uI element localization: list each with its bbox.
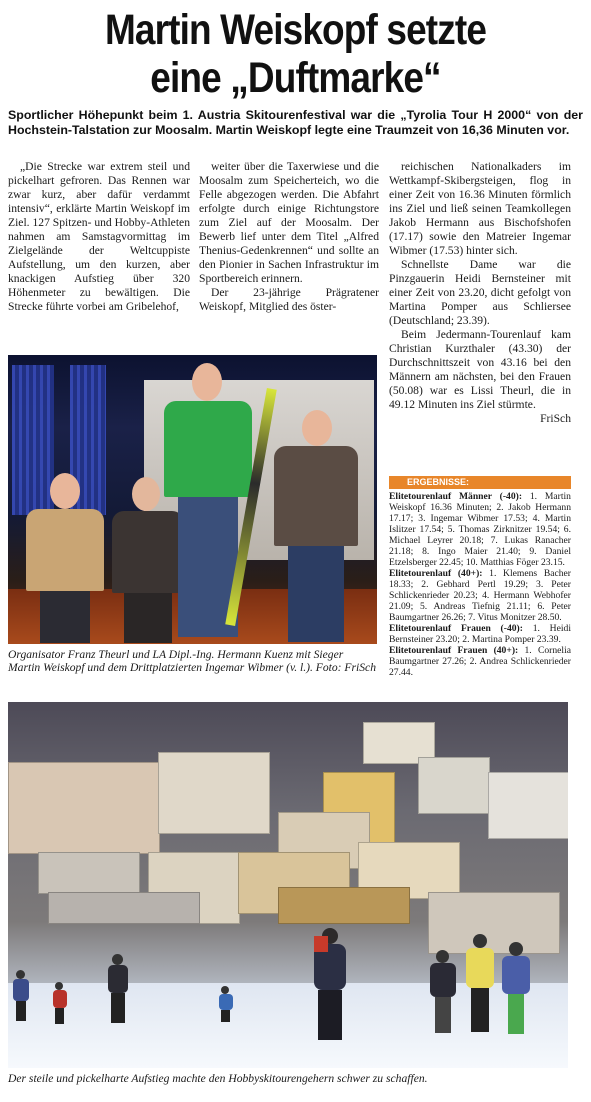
skier (500, 942, 532, 1036)
person-organizer (20, 473, 110, 643)
skier (12, 970, 30, 1022)
building (158, 752, 270, 834)
skier (308, 928, 352, 1044)
paragraph-text: Beim Jedermann-Tourenlauf kam Christian Kurzthaler (43.30) der Durchschnittszeit von 43.16 bei den Männern am nächsten, bei den Frauen (50.08) war es Lissi Theurl, die in 49.12 Minuten ins Ziel stürmte. (389, 328, 571, 411)
author-signature: FriSch (540, 412, 571, 425)
headline (41, 6, 549, 102)
headline-line-1: Martin Weiskopf setzte (104, 6, 487, 54)
building (8, 762, 160, 854)
skier (52, 982, 68, 1024)
skier (463, 934, 497, 1034)
building (278, 887, 410, 924)
results-text: 1. Klemens Bacher 18.33; 2. Gebhard Pertl 19.29; 3. Peter Schlickenrieder 20.23; 4. Hermann Webhofer 21.09; 5. Andreas Tiefnig 21.11; 6. Peter Baumgartner 26.26; 7. Vitus Monitzer 28.50. (389, 568, 571, 623)
person-third-place (270, 410, 362, 642)
ascent-photo (8, 702, 568, 1068)
podium-photo (8, 355, 377, 644)
caption-text: Organisator Franz Theurl und LA Dipl.-Ing. Hermann Kuenz mit Sieger Martin Weiskopf und dem Drittplatzierten Ingemar Wibmer (v. l.). (8, 648, 344, 674)
article-column-1 (8, 160, 190, 314)
building (48, 892, 200, 924)
results-header: ERGEBNISSE: (389, 476, 571, 489)
skier (428, 950, 458, 1034)
paragraph: reichischen Nationalkaders im Wettkampf-Skibergsteigen, flog in einer Zeit von 16.36 Minuten förmlich ins Ziel und ließ seinen Teamkollegen Jakob Hermann aus Bischofshofen (17.17) sowie den Matreier Ingemar Wibmer (17.53) hinter sich. (389, 160, 571, 257)
photo-caption (8, 648, 376, 674)
results-category: Elitetourenlauf Frauen (-40): (389, 623, 523, 634)
paragraph: „Die Strecke war extrem steil und pickelhart gefroren. Das Rennen war zwar kurz, aber dafür verdammt intensiv“, erklärte Martin Weiskopf im Ziel. 127 Spitzen- und Hobby-Athleten nahmen am Samstagvormittag im Zielgelände der Weltcuppiste Aufstellung, um den kurzen, aber knackigen Aufstieg über 320 Höhenmeter zu bewältigen. Die Strecke führte vorbei am Gribelehof, (8, 160, 190, 313)
skier (218, 986, 234, 1022)
skier (106, 954, 130, 1024)
photo-caption: Der steile und pickelharte Aufstieg machte den Hobbyskitourengehern schwer zu schaffen. (8, 1072, 428, 1085)
results-block (389, 491, 571, 568)
paragraph: weiter über die Taxerwiese und die Moosalm zum Speicherteich, wo die Felle abgezogen werden. Die Abfahrt erfolgte durch einige Richtungstore zum Ziel auf der Moosalm. Der Bewerb lief unter dem Titel „Alfred Thenius-Gedenkrennen“ und sollte an den Pionier in Sachen Infrastruktur im Sportbereich erinnern. (199, 160, 379, 285)
building (488, 772, 568, 839)
results-list (389, 491, 571, 678)
results-block (389, 568, 571, 623)
lead-paragraph: Sportlicher Höhepunkt beim 1. Austria Skitourenfestival war die „Tyrolia Tour H 2000“ von der Hochstein-Talstation zur Moosalm. Martin Weiskopf legte eine Traumzeit von 16,36 Minuten vor. (8, 108, 583, 137)
results-category: Elitetourenlauf Frauen (40+): (389, 645, 519, 656)
results-category: Elitetourenlauf (40+): (389, 568, 483, 579)
headline-line-2: eine „Duftmarke“ (150, 54, 441, 102)
person-winner (158, 363, 258, 639)
paragraph: Schnellste Dame war die Pinzgauerin Heidi Bernsteiner mit einer Zeit von 23.20, dicht gefolgt von Martina Pomper aus Schliersee (Deutschland; 23.39). (389, 258, 571, 327)
paragraph: Der 23-jährige Prägratener Weiskopf, Mitglied des öster- (199, 286, 379, 313)
article-column-2 (199, 160, 379, 314)
results-category: Elitetourenlauf Männer (-40): (389, 491, 523, 502)
photo-credit: Foto: FriSch (315, 661, 376, 674)
results-block (389, 645, 571, 678)
paragraph (389, 328, 571, 425)
results-block (389, 623, 571, 645)
building (418, 757, 490, 814)
results-text: 1. Heidi Bernsteiner 23.20; 2. Martina Pomper 23.39. (389, 623, 571, 645)
article-column-3 (389, 160, 571, 426)
building (38, 852, 140, 894)
results-text: 1. Cornelia Baumgartner 27.26; 2. Andrea Schlickenrieder 27.44. (389, 645, 571, 678)
results-text: 1. Martin Weiskopf 16.36 Minuten; 2. Jakob Hermann 17.17; 3. Ingemar Wibmer 17.53; 4. Martin Islitzer 17.54; 5. Thomas Zirknitzer 19.54; 6. Michael Leyrer 20.18; 7. Lukas Ranacher 21.18; 8. Ingo Maier 21.40; 9. Daniel Etzelsberger 22.45; 10. Matthias Föger 23.15. (389, 491, 571, 568)
